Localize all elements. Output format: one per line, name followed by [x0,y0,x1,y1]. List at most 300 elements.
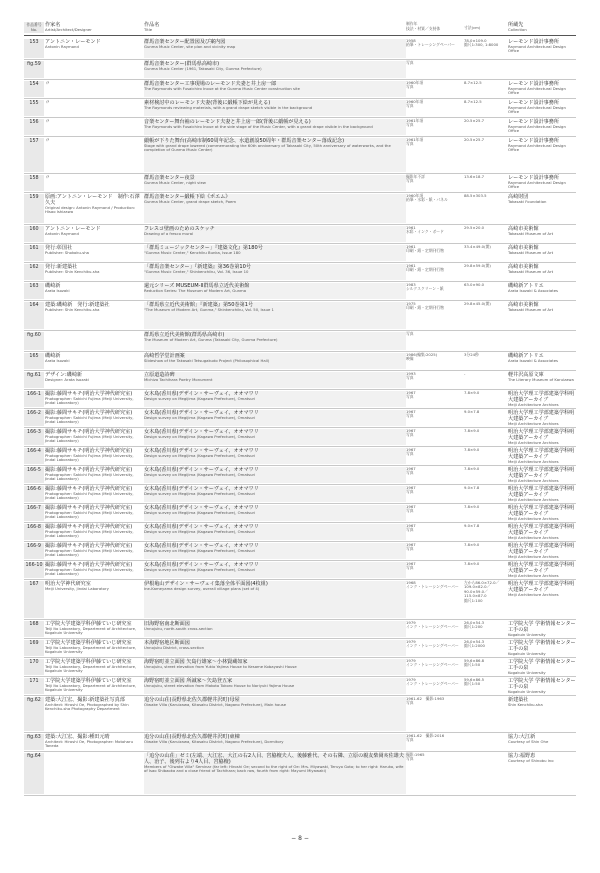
table-row [24,752,576,796]
title-en: Design survey on Megijima (Kagawa Prefecture), Omatsuri [144,490,256,496]
title-en: Oiwake Villa (Karuizawa, Kitasaku District, Nagano Prefecture), Dormitory [144,738,284,744]
artist-name-ja: 建築:磯崎新 発行:新建築社 [45,301,110,308]
table-row [24,677,576,696]
catalog-number: fig.60 [27,332,41,338]
number-cell [24,138,44,172]
table-cell [406,678,464,694]
table-cell [44,245,144,261]
medium: 写真 [406,565,414,570]
catalog-number: 166-3 [27,429,41,435]
table-cell [144,621,406,637]
artist-name-en: Photographer: Sakichi Fujima (Meiji University, Jindai Laboratory) [45,395,134,405]
collection-en: Meiji Architecture Archives [508,591,559,597]
date: 1967 [406,427,416,433]
number-cell [24,175,44,191]
number-cell [24,562,44,578]
table-cell [44,581,144,618]
table-cell [508,734,576,750]
table-cell [144,640,406,656]
medium: 鉛筆・水彩・紙・パネル [406,197,448,202]
medium: インク・トレーシングペーパー [406,643,459,648]
date: 1961 [406,262,416,268]
collection-en: The Literary Museum of Karuizawa [508,376,574,382]
table-cell [508,448,576,464]
table-cell [406,283,464,299]
medium: インク・トレーシングペーパー [406,584,459,589]
table-cell [44,486,144,502]
number-cell [24,753,44,794]
table-cell [44,621,144,637]
table-cell [508,226,576,242]
title-ja: 女木島(香川県)デザイン・サーヴェイ、オオマワリ [144,523,259,530]
collection-ja: レーモンド設計事務所 [508,137,559,144]
catalog-number: 166-10 [25,562,43,568]
table-cell [406,302,464,329]
catalog-number: fig.62 [27,697,41,703]
medium: 写真 [406,84,414,89]
collection-ja: 明治大学理工学部建築学科明大建築アーカイブ [508,485,575,498]
title-ja: 女木島(香川県)デザイン・サーヴェイ、オオマワリ [144,390,259,397]
table-cell [44,194,144,223]
table-cell [144,734,406,750]
date: 1967 [406,484,416,490]
artist-name-en: Teiji Ito Laboratory, Department of Architecture, Kogakuin University [45,682,137,692]
title-ja: 緞帳が下りた舞台(高崎市制60周年記念、水道創設50周年・群馬音楽センター落成記念) [144,137,345,144]
medium: 印刷・紙・定期刊行物 [406,267,444,272]
table-cell [144,119,406,135]
table-row [24,38,576,60]
artist-name-ja: 発行:彰国社 [45,244,73,251]
artist-name-ja: 原画:アントニン・レーモンド 制作:石澤久夫 [45,193,140,206]
artist-name-ja: 工学院大学建築学科伊藤ていじ研究室 [45,620,132,627]
artist-name-ja: 撮影:藤間サキチ(明治大学神代研究室) [45,523,133,530]
collection-en: Kogakuin University [508,631,546,637]
date: 1967 [406,522,416,528]
table-row [24,409,576,428]
table-cell [144,467,406,483]
medium: 写真 [406,756,414,761]
table-cell [144,505,406,521]
table-row [24,331,576,352]
table-cell [508,753,576,794]
number-cell [24,543,44,559]
number-cell [24,81,44,97]
dimensions: 59.6×86.5 [464,676,485,682]
artist-name-ja: アントニン・レーモンド [45,225,101,232]
scale: 縮尺1:50 [464,662,481,667]
table-cell [144,372,406,388]
table-cell [464,410,508,426]
title-en: Unnojuku, north-south cross-section [144,625,213,631]
table-cell [144,543,406,559]
number-cell [24,100,44,116]
dimensions: 59.6×86.8 [464,657,485,663]
table-cell [464,353,508,369]
table-cell [464,659,508,675]
title-ja: 追分の山荘(長野県北佐久郡軽井沢町)母屋 [144,696,240,703]
title-en: The Raymonds reviewing materials, with a grand drape sketch visible in the background [144,104,313,110]
artist-name-en: Photographer: Sakichi Fujima (Meiji University, Jindai Laboratory) [45,547,134,557]
artist-name-ja: 〃 [45,174,51,181]
title-en: Gunma Music Center, grand drape sketch, Poem [144,198,237,204]
table-cell [406,581,464,618]
title-ja: 素材検討中のレーモンド夫妻(背後に緞帳下絵が見える) [144,99,271,106]
collection-ja: 軽井沢高原文庫 [508,371,544,378]
table-cell [44,448,144,464]
artist-name-en: Arata Isozaki [45,287,70,293]
table-cell [464,640,508,656]
scale: 縮尺1:200 [464,624,483,629]
table-cell [508,138,576,172]
table-row [24,580,576,620]
title-ja: 還元シリーズ MUSEUM-II群馬県立近代美術館 [144,282,250,289]
artist-name-en: Architect: Hiroshi Oe, Photographer: Motoharu Taneda [45,738,133,748]
table-row [24,371,576,390]
header-collection: 所蔵先 Collection [508,22,527,32]
catalog-number: 164 [29,302,39,308]
table-cell [406,119,464,135]
table-row [24,137,576,174]
title-ja: 女木島(香川県)デザイン・サーヴェイ、オオマワリ [144,466,259,473]
dimensions: 7.8×9.0 [464,446,480,452]
collection-en: Raymond Architectural Design Office [508,104,566,114]
date: 撮影年不詳 [406,173,425,179]
number-cell [24,429,44,445]
artist-name-ja: 工学院大学建築学科伊藤ていじ研究室 [45,658,132,665]
medium: 写真 [406,178,414,183]
number-cell [24,486,44,502]
artist-name-ja: 磯崎新 [45,352,61,359]
dimensions: 9.0×7.8 [464,484,480,490]
table-cell [406,734,464,750]
table-cell [44,61,144,78]
table-cell [144,429,406,445]
artist-name-ja: 明治大学神代研究室 [45,580,91,587]
dimensions: 29.5×20.0 [464,224,485,230]
table-cell [144,81,406,97]
collection-ja: 明治大学理工学部建築学科明大建築アーカイブ [508,466,575,479]
artist-name-en: Teiji Ito Laboratory, Department of Architecture, Kogakuin University [45,663,137,673]
title-ja: 立原道造詩碑 [144,371,175,378]
table-cell [508,467,576,483]
table-cell [406,524,464,540]
artist-name-en: Publisher: Shin Kenchiku-sha [45,268,100,274]
scale: 縮尺1:50 [464,681,481,686]
collection-ja: 高崎市美術館 [508,301,539,308]
catalog-number: fig.61 [27,372,41,378]
title-ja: 「群馬ミュージックセンター」『建築文化』第180号 [144,244,263,251]
title-ja: 海野宿町並立面図 矢島行雄家〜小林賢蔵如家 [144,658,248,665]
table-cell [508,194,576,223]
dimensions: 63.0×90.0 [464,281,485,287]
title-ja: 群馬音楽センター工事現場のレーモンド夫妻と井上房一郎 [144,80,277,87]
table-cell [508,175,576,191]
artist-name-en: Architect: Hiroshi Oe, Photographed by Shin Kenchiku-sha Photography Department [45,701,129,711]
collection-en: Shin Kenchiku-sha [508,701,543,707]
table-cell [508,659,576,675]
catalog-number: fig.64 [27,753,41,759]
date: 1968 [406,579,416,585]
table-cell [464,302,508,329]
table-cell [508,429,576,445]
number-cell [24,448,44,464]
title-ja: 高崎哲学堂計画案 [144,352,185,359]
table-cell [464,100,508,116]
artist-name-en: Photographer: Sakichi Fujima (Meiji University, Jindai Laboratory) [45,471,134,481]
medium: 水彩・インク・ボード [406,229,444,234]
catalog-sheet [24,22,576,796]
collection-en: Takasaki Museum of Art [508,230,554,236]
catalog-number: 166-6 [27,486,41,492]
catalog-number: 156 [29,119,39,125]
table-cell [44,226,144,242]
table-cell [508,486,576,502]
number-cell [24,302,44,329]
catalog-number: fig.63 [27,734,41,740]
table-row [24,352,576,371]
artist-name-en: Photographer: Sakichi Fujima (Meiji University, Jindai Laboratory) [45,566,134,576]
number-cell [24,391,44,407]
table-cell [44,659,144,675]
date: 1993 [406,370,416,376]
table-cell [464,283,508,299]
title-ja: 女木島(香川県)デザイン・サーヴェイ、オオマワリ [144,409,259,416]
collection-ja: 協力:大江新 [508,733,536,740]
title-en: The Raymonds with Fusaichiro Inoue at the Gunma Music Center construction site [144,85,300,91]
number-cell [24,505,44,521]
table-cell [144,175,406,191]
number-cell [24,264,44,280]
table-cell [44,467,144,483]
collection-en: Courtesy of Shin Ohe [508,738,549,744]
table-cell [144,39,406,58]
date: 1967 [406,408,416,414]
title-ja: 「追分の山荘」ゼミ(左端、大江宏、大江の右2人目、宮脇檀夫人、後藤雅代、その右隣、立原の親友柴岡亥佐雄夫人、治子、後列右より4人目、宮脇檀) [144,752,404,765]
table-cell [464,194,508,223]
catalog-number: 170 [29,659,39,665]
date: 1960年頃 [406,98,424,104]
collection-en: Takasaki Museum of Art [508,249,554,255]
table-cell [144,264,406,280]
title-en: Gunma Music Center (1961, Takasaki City, Gunma Prefecture) [144,65,262,71]
table-cell [464,486,508,502]
table-row [24,639,576,658]
artist-name-ja: 撮影:藤間サキチ(明治大学神代研究室) [45,504,133,511]
artist-name-en: Photographer: Sakichi Fujima (Meiji University, Jindai Laboratory) [45,509,134,519]
medium: 写真 [406,330,414,336]
catalog-number: 166-4 [27,448,41,454]
table-cell [464,697,508,731]
date: 1979 [406,676,416,682]
table-cell [44,734,144,750]
catalog-number: 160 [29,226,39,232]
collection-en: Arata Isozaki & Associates [508,357,559,363]
catalog-number: fig.59 [27,61,41,67]
collection-en: Meiji Architecture Archives [508,458,559,464]
dimensions: 8.7×12.5 [464,79,482,85]
artist-name-ja: 撮影:藤間サキチ(明治大学神代研究室) [45,466,133,473]
collection-en: Arata Isozaki & Associates [508,287,559,293]
title-en: Gunma Music Center, site plan and vicinity map [144,43,236,49]
table-cell [406,372,464,388]
collection-en: Takasaki Museum of Art [508,306,554,312]
medium: 写真 [406,737,414,742]
table-cell [464,391,508,407]
title-en: Members of "Oiwake Villa" Seminar (far left: Hiroshi Oe; second to the right of Oe: Mrs. Miyawaki, Teruyo Goto; to her right: Haruko, wife of Isao Shibaoka and a close friend of Tachihara; back row, fourth from right: Mayumi Miyawaki) [144,763,404,773]
collection-en: Meiji Architecture Archives [508,477,559,483]
title-en: The Museum of Modern Art, Gunma (Takasaki City, Gunma Prefecture) [144,336,278,342]
medium: 写真 [406,394,414,399]
table-row [24,282,576,301]
collection-ja: 協力:福野恵 [508,752,536,759]
table-row [24,263,576,282]
collection-en: Raymond Architectural Design Office [508,85,566,95]
medium: 写真 [406,451,414,456]
table-cell [144,226,406,242]
table-cell [508,524,576,540]
medium: インク・トレーシングペーパー [406,624,459,629]
dimensions: 7.8×9.0 [464,541,480,547]
table-cell [464,524,508,540]
date: 1961年頃 [406,136,424,142]
title-en: Design survey on Megijima (Kagawa Prefecture), Omatsuri [144,566,256,572]
artist-name-ja: 工学院大学建築学科伊藤ていじ研究室 [45,639,132,646]
artist-name-ja: 撮影:藤間サキチ(明治大学神代研究室) [45,561,133,568]
table-cell [508,391,576,407]
collection-ja: 工学院大学 学術情報センター工手の泉 [508,620,576,633]
header-title: 作品名 Title [144,22,160,32]
collection-en: Meiji Architecture Archives [508,439,559,445]
title-en: The Raymonds with Fusaichiro Inoue at the side stage of the Music Center, with a grand drape visible in the background [144,123,373,129]
medium: 写真 [406,470,414,475]
table-cell [508,302,576,329]
table-cell [406,640,464,656]
table-cell [464,543,508,559]
date: 1958 [406,37,416,43]
table-cell [44,283,144,299]
artist-name-ja: 撮影:藤間サキチ(明治大学神代研究室) [45,409,133,416]
title-en: Design survey on Megijima (Kagawa Prefecture), Omatsuri [144,528,256,534]
table-cell [508,640,576,656]
title-en: Reduction Series: The Museum of Modern Art, Gunma [144,287,247,293]
table-cell [144,562,406,578]
number-cell [24,283,44,299]
dimensions: 7.8×9.0 [464,503,480,509]
artist-name-en: Publisher: Shokoku-sha [45,249,89,255]
artist-name-en: Meiji University, Jindai Laboratory [45,585,109,591]
title-ja: 「群馬音楽センター」『新建築』第36巻第10号 [144,263,251,270]
table-cell [144,194,406,223]
number-cell [24,245,44,261]
table-row [24,542,576,561]
table-cell [44,138,144,172]
collection-ja: 明治大学理工学部建築学科明大建築アーカイブ [508,428,575,441]
artist-name-en: Photographer: Sakichi Fujima (Meiji University, Jindai Laboratory) [45,452,134,462]
table-cell [144,138,406,172]
medium: 写真 [406,122,414,127]
number-cell [24,39,44,58]
medium: 写真 [406,375,414,380]
dimensions: 29.8×59.0(開) [464,262,491,268]
catalog-number: 155 [29,100,39,106]
title-en: "The Museum of Modern Art, Gunma," Shinkenchiku, Vol. 50, Issue 1 [144,306,274,312]
table-cell [144,659,406,675]
title-en: "Gunma Music Center," Shinkenchiku, Vol. 36, Issue 10 [144,268,249,274]
table-cell [44,678,144,694]
table-cell [508,581,576,618]
catalog-number: 171 [29,678,39,684]
title-en: Slideshow of the Takasaki Tetsugakudo Project (Philosophical Hall) [144,357,270,363]
artist-name-ja: 建築:大江宏、撮影:種田元晴 [45,733,110,740]
table-row [24,466,576,485]
title-en: Unnojuku, street elevation from Yukio Yajima House to Kesame Kobayashi House [144,663,297,669]
collection-en: Kogakuin University [508,650,546,656]
date: 1961-62 撮影:1963 [406,695,445,701]
dimensions: 78.0×109.0 [464,37,487,43]
collection-en: Raymond Architectural Design Office [508,142,566,152]
medium: 写真 [406,489,414,494]
medium: 鉛筆・トレーシングペーパー [406,42,455,47]
collection-en: Raymond Architectural Design Office [508,43,566,53]
title-ja: 本海野宿地区断面図 [144,639,190,646]
artist-name-en: Antonin Raymond [45,230,79,236]
table-cell [44,39,144,58]
artist-name-ja: 〃 [45,137,51,144]
catalog-table [24,38,576,796]
artist-name-en: Photographer: Sakichi Fujima (Meiji University, Jindai Laboratory) [45,490,134,500]
table-cell [44,640,144,656]
number-cell [24,61,44,78]
number-cell [24,678,44,694]
table-row [24,447,576,466]
date: 1967 [406,503,416,509]
date: 1967 [406,541,416,547]
dimensions: 3分24秒 [464,351,479,357]
number-cell [24,621,44,637]
table-row [24,390,576,409]
artist-name-ja: 撮影:藤間サキチ(明治大学神代研究室) [45,390,133,397]
table-cell [144,753,406,794]
table-cell [464,678,508,694]
table-cell [144,332,406,350]
table-cell [144,100,406,116]
dimensions: 26.0×54.3 [464,638,485,644]
table-cell [406,410,464,426]
table-row [24,485,576,504]
title-ja: 女木島(香川県)デザイン・サーヴェイ、オオマワリ [144,447,259,454]
dimensions: 20.5×25.7 [464,136,485,142]
medium: 写真 [406,141,414,146]
title-ja: 「群馬県立近代美術館」『新建築』第50巻第1号 [144,301,254,308]
table-cell [406,39,464,58]
table-cell [406,753,464,794]
collection-ja: 明治大学理工学部建築学科明大建築アーカイブ [508,447,575,460]
table-cell [44,697,144,731]
table-row [24,658,576,677]
table-cell [44,505,144,521]
table-cell [464,264,508,280]
table-cell [406,429,464,445]
artist-name-en: Antonin Raymond [45,43,79,49]
dimensions: - [464,370,466,376]
table-cell [508,39,576,58]
table-cell [44,543,144,559]
table-cell [464,138,508,172]
collection-en: Meiji Architecture Archives [508,420,559,426]
table-cell [44,410,144,426]
collection-en: Raymond Architectural Design Office [508,179,566,189]
table-cell [464,448,508,464]
